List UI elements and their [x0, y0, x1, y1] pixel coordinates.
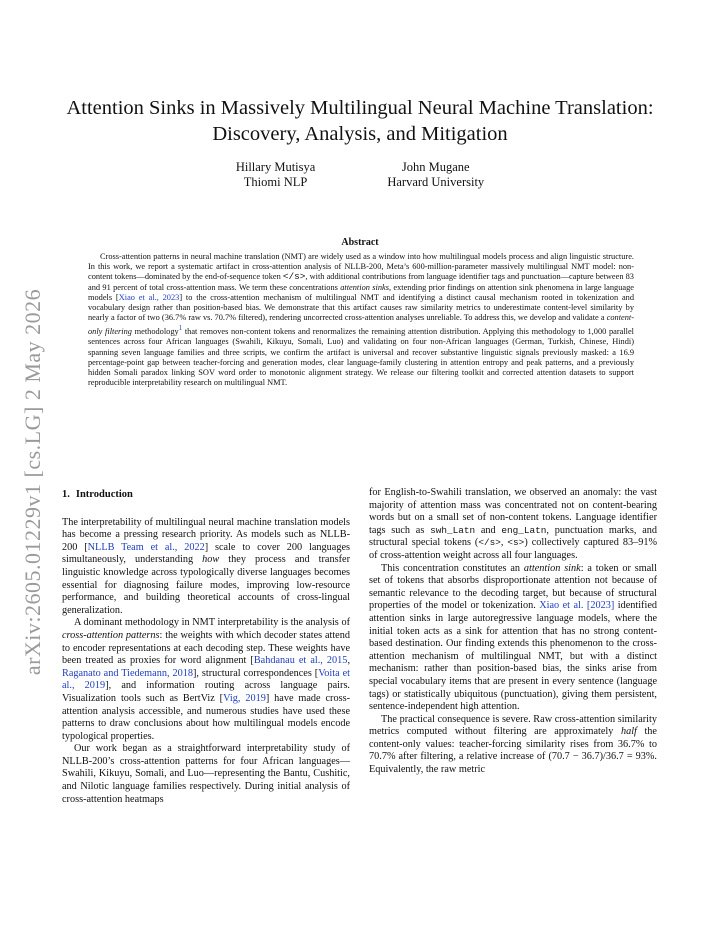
abstract-heading: Abstract — [341, 237, 379, 248]
citation-link[interactable]: Vig, 2019 — [223, 692, 266, 704]
arxiv-identifier: arXiv:2605.01229v1 [cs.LG] 2 May 2026 — [20, 288, 45, 676]
paragraph — [369, 563, 657, 714]
paragraph — [369, 487, 657, 563]
text-run: The practical consequence is severe. Raw cross-attention similarity metrics computed without filtering are approximately — [369, 713, 657, 738]
citation-link[interactable]: NLLB Team et al., 2022 — [87, 541, 205, 553]
abstract-part: Cross-attention patterns in neural machine translation (NMT) are widely used as a window into how multilingual models process and align linguistic structure. In this work, we report a systematic artifact in cross-attention analysis of NLLB-200, Meta’s 600-million-parameter massively multilingual NMT model: non-content tokens—dominated by the end-of-sequence token — [88, 252, 634, 282]
author-1 — [236, 160, 316, 190]
term-content-only-filtering: content-only filtering — [88, 313, 634, 337]
section-title: Introduction — [75, 489, 133, 500]
text-run: ] scale to cover 200 languages simultaneously, understanding — [62, 541, 350, 566]
text-run: identified attention sinks in large autoregressive language models, where the initial token acts as a sink for attention that has no strong content-based destination. Our finding extends this phenomenon to the cross-attention mechanism of multilingual NMT, but with a distinct mechanism: rather than position-based bias, the sinks arise from special vocabulary items that are present in every sentence (language tags) or statistically ubiquitous (punctuation), giving them persistent, sentence-independent high attention. — [369, 600, 657, 713]
text-run: This concentration constitutes an — [381, 562, 524, 574]
special-token: <s> — [507, 537, 525, 549]
right-column — [369, 487, 657, 777]
abstract-part: , extending prior findings on attention sink phenomena in large language models [ — [88, 282, 634, 302]
arxiv-stamp — [14, 262, 52, 702]
citation-link[interactable]: Bahdanau et al., 2015 — [253, 655, 348, 667]
author-block — [0, 160, 720, 190]
emphasis: cross-attention patterns — [62, 629, 160, 641]
title-line-1: Attention Sinks in Massively Multilingual Neural Machine Translation: — [66, 97, 654, 119]
citation-link[interactable]: Raganato and Tiedemann, 2018 — [62, 667, 193, 679]
text-run: , — [500, 537, 508, 549]
author-affiliation: Thiomi NLP — [243, 175, 308, 189]
section-number: 1. — [62, 489, 70, 500]
paragraph — [62, 617, 350, 743]
text-run: : a token or small set of tokens that absorbs disproportionate attention not because of semantic relevance to the decoding target, but because of structural properties of the model or tokenization. — [369, 562, 657, 612]
text-run: ) collectively captured 83–91% of cross-attention weight across all four languages. — [369, 537, 657, 561]
citation-link[interactable]: Xiao et al. [2023] — [539, 600, 615, 612]
special-token: </s> — [478, 537, 501, 549]
text-run: The interpretability of multilingual neural machine translation models has become a pressing research priority. As models such as NLLB-200 [ — [62, 516, 350, 553]
paragraph — [369, 714, 657, 777]
text-run: ], structural correspondences [ — [192, 667, 319, 679]
text-run: ], and information routing across language pairs. Visualization tools such as BertViz [ — [62, 680, 350, 704]
citation-link[interactable]: Voita et al., 2019 — [62, 667, 350, 692]
eos-token: </s> — [282, 271, 306, 283]
author-name: John Mugane — [401, 160, 470, 174]
paper-title — [60, 95, 660, 147]
section-heading — [62, 489, 350, 502]
text-run: , punctuation marks, and structural special tokens ( — [369, 524, 657, 549]
emphasis: how — [202, 554, 220, 566]
abstract-part: , with additional contributions from language identifier tags and punctuation—capture between 83 and 91 percent of total cross-attention mass. We term these concentrations — [88, 272, 634, 292]
text-run: the content-only values: teacher-forcing similarity rises from 36.7% to 70.7% after filtering, a relative increase of (70.7 − 36.7)/36.7 = 93%. Equivalently, the raw metric — [369, 726, 657, 776]
abstract-text — [88, 252, 634, 388]
text-run: they process and transfer linguistic knowledge across typologically diverse languages becomes essential for diagnosing failure modes, improving low-resource performance, and building theoretical accounts of cross-lingual generalization. — [62, 554, 350, 616]
paragraph: Our work began as a straightforward interpretability study of NLLB-200’s cross-attention patterns for four African languages—Swahili, Kikuyu, Somali, and Luo—representing the Bantu, Cushitic, and Nilotic language families respectively. During initial analysis of cross-attention heatmaps — [62, 743, 350, 805]
abstract-part: ] to the cross-attention mechanism of multilingual NMT and identifying a distinct causal mechanism rooted in tokenization and vocabulary design rather than position-based bias. We demonstrate that this artifact causes raw similarity metrics to underestimate content-level similarity by nearly a factor of two (36.7% raw vs. 70.7% filtered), rendering uncorrected cross-attention analyses unreliable. To address this, we develop and validate a — [88, 292, 634, 323]
text-run: , — [347, 655, 350, 667]
text-run: : the weights with which decoder states attend to encoder representations at each decoding step. These weights have been treated as proxies for word alignment [ — [62, 629, 350, 667]
author-name: Hillary Mutisya — [235, 160, 316, 174]
left-column — [62, 487, 350, 806]
language-tag: eng_Latn — [501, 524, 547, 536]
text-run: ] have made cross-attention analysis accessible, and numerous studies have used these patterns to draw conclusions about how multilingual models encode typological properties. — [62, 692, 350, 742]
citation-link[interactable]: Xiao et al., 2023 — [118, 292, 180, 302]
footnote-marker[interactable]: 1 — [178, 324, 183, 333]
text-run: A dominant methodology in NMT interpretability is the analysis of — [74, 617, 350, 629]
emphasis: half — [620, 726, 637, 738]
title-line-2: Discovery, Analysis, and Mitigation — [212, 123, 508, 145]
text-run: and — [475, 524, 502, 536]
author-2 — [387, 160, 484, 190]
abstract-part: methodology — [131, 327, 179, 337]
term-attention-sinks: attention sinks — [340, 282, 389, 292]
language-tag: swh_Latn — [430, 524, 476, 536]
paragraph — [62, 517, 350, 618]
text-run: for English-to-Swahili translation, we observed an anomaly: the vast majority of attention mass was concentrated not on content-bearing words but on a small set of non-content tokens. Language identifier tags such as — [369, 487, 657, 536]
abstract-part: that removes non-content tokens and renormalizes the remaining attention distribution. Applying this methodology to 1,000 parallel sentences across four African languages (Swahili, Kikuyu, Somali, Luo) and validating on four non-African languages (German, Turkish, Chinese, Hindi) spanning seven language families and three scripts, we confirm the artifact is universal and recover substantive linguistic signals previously masked: a 16.9 percentage-point gap between teacher-forcing and generation modes, clear language-family clustering in attention entropy and peak patterns, and a previously hidden Somali paradox linking SOV word order to monotonic alignment strategy. We release our filtering toolkit and corrected attention datasets to support reproducible interpretability research on multilingual NMT. — [88, 327, 634, 388]
author-affiliation: Harvard University — [387, 175, 485, 189]
emphasis: attention sink — [523, 562, 581, 574]
